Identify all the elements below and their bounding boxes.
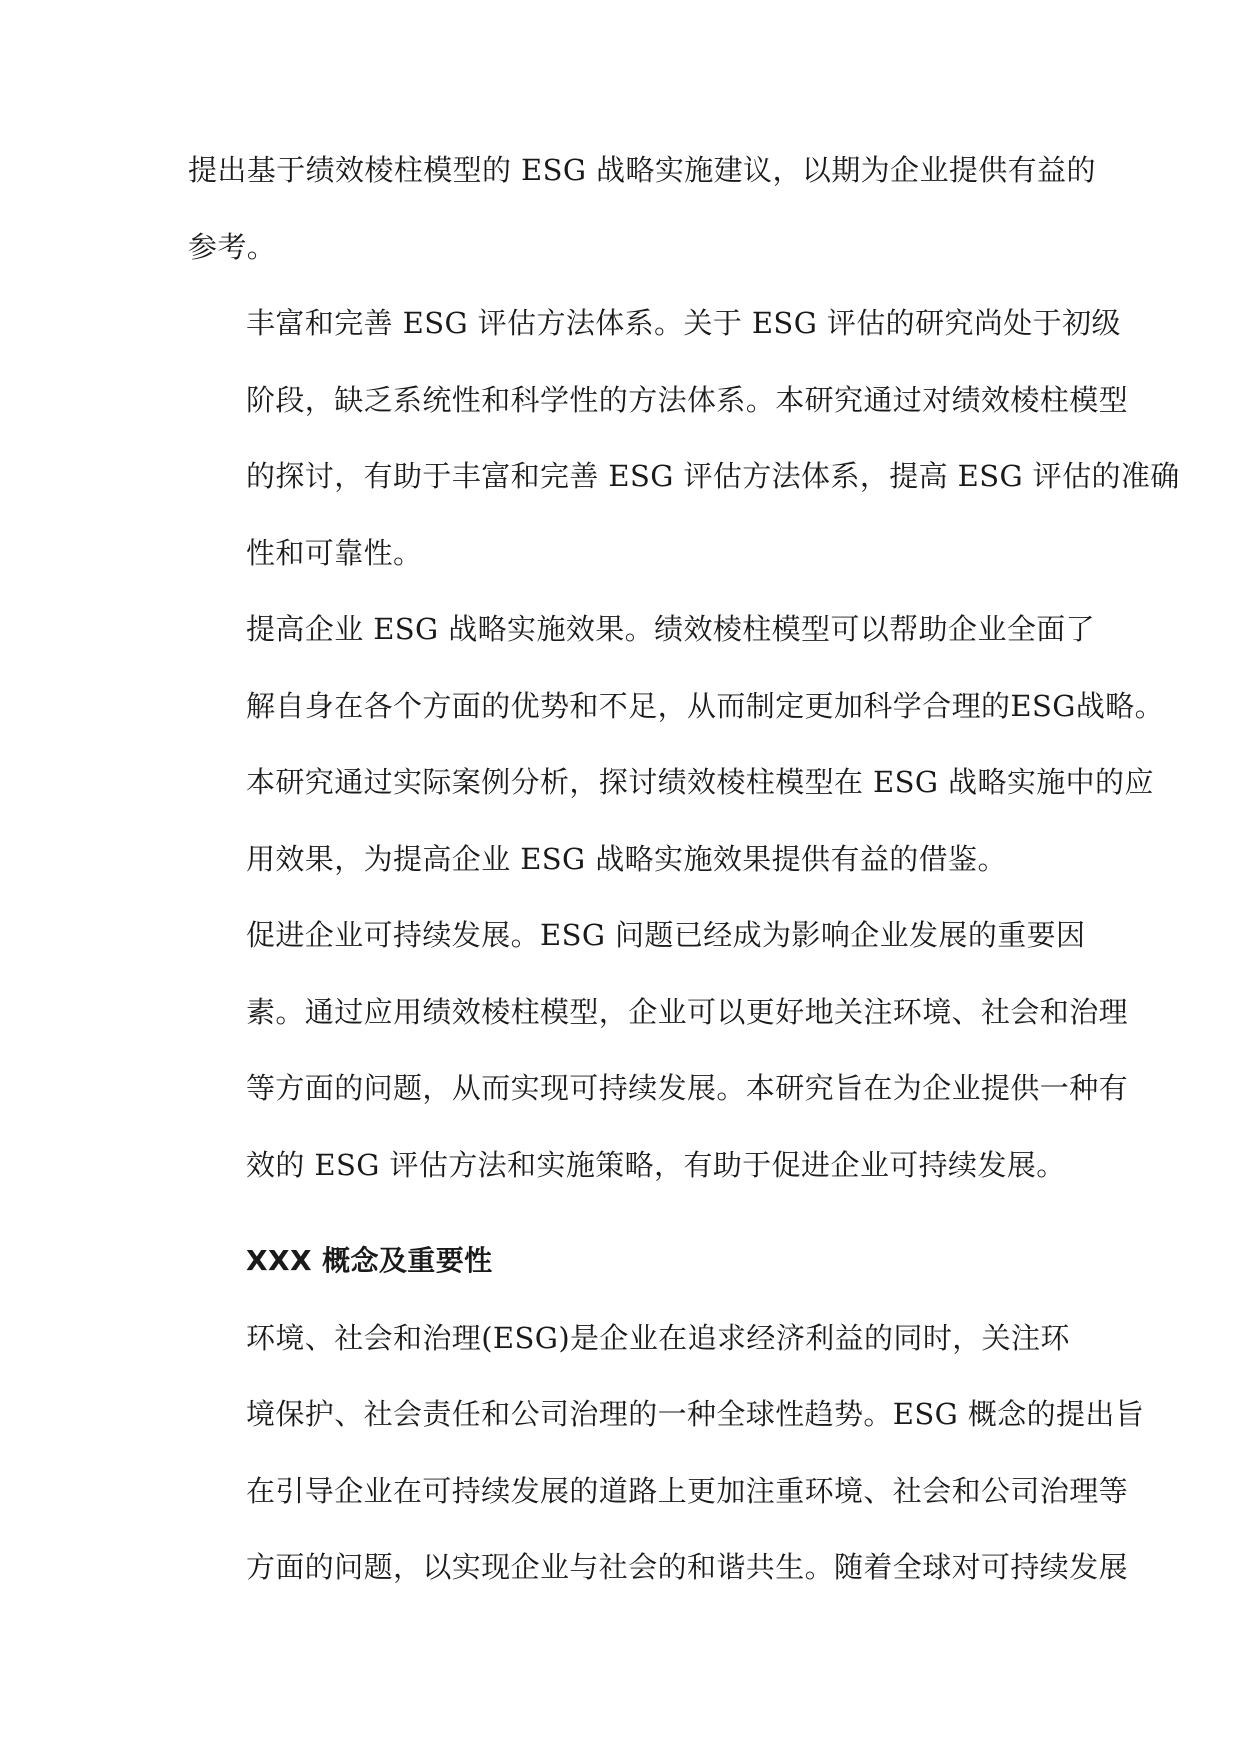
paragraph-sustainable-development	[188, 897, 1129, 1203]
section-heading: XXX 概念及重要性	[246, 1244, 493, 1277]
paragraph-continuation	[188, 132, 1096, 285]
text-line: 的探讨，有助于丰富和完善 ESG 评估方法体系，提高 ESG 评估的准确	[246, 459, 1180, 493]
text-line: 用效果，为提高企业 ESG 战略实施效果提供有益的借鉴。	[246, 841, 1007, 876]
text-line: 促进企业可持续发展。ESG 问题已经成为影响企业发展的重要因	[246, 918, 1086, 952]
paragraph-esg-strategy-effect	[188, 591, 1165, 897]
text-line: 提出基于绩效棱柱模型的 ESG 战略实施建议，以期为企业提供有益的	[188, 153, 1096, 187]
text-line: 素。通过应用绩效棱柱模型，企业可以更好地关注环境、社会和治理	[246, 994, 1129, 1029]
paragraph-esg-evaluation-system	[188, 285, 1180, 591]
text-line: 环境、社会和治理(ESG)是企业在追求经济利益的同时，关注环	[246, 1320, 1070, 1355]
text-line: 本研究通过实际案例分析，探讨绩效棱柱模型在 ESG 战略实施中的应	[246, 765, 1154, 799]
document-page	[188, 132, 1180, 1606]
text-line: 丰富和完善 ESG 评估方法体系。关于 ESG 评估的研究尚处于初级	[246, 306, 1121, 340]
text-line: 阶段，缺乏系统性和科学性的方法体系。本研究通过对绩效棱柱模型	[246, 382, 1129, 417]
text-line: 方面的问题，以实现企业与社会的和谐共生。随着全球对可持续发展	[246, 1550, 1129, 1584]
text-line: 效的 ESG 评估方法和实施策略，有助于促进企业可持续发展。	[246, 1147, 1066, 1182]
text-line: 性和可靠性。	[246, 535, 423, 570]
text-line: 解自身在各个方面的优势和不足，从而制定更加科学合理的ESG战略。	[246, 688, 1165, 723]
text-line: 提高企业 ESG 战略实施效果。绩效棱柱模型可以帮助企业全面了	[246, 612, 1096, 646]
text-line: 在引导企业在可持续发展的道路上更加注重环境、社会和公司治理等	[246, 1473, 1129, 1508]
text-line: 等方面的问题，从而实现可持续发展。本研究旨在为企业提供一种有	[246, 1071, 1129, 1105]
text-line: 参考。	[188, 229, 277, 264]
text-line: 境保护、社会责任和公司治理的一种全球性趋势。ESG 概念的提出旨	[246, 1397, 1145, 1431]
paragraph-esg-concept	[188, 1300, 1145, 1606]
